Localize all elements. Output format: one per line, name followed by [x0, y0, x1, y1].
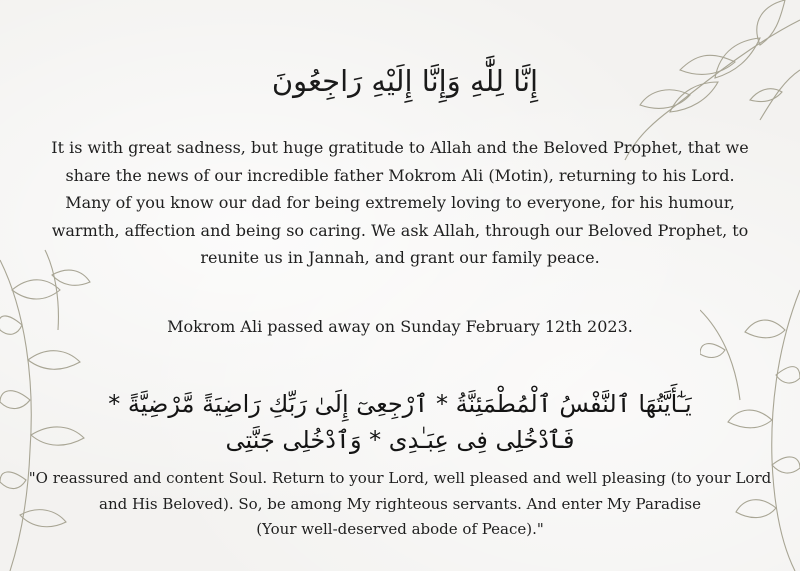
- message-line: Many of you know our dad for being extremely loving to everyone, for his humour,: [65, 193, 735, 212]
- passing-date-note: Mokrom Ali passed away on Sunday February 12th 2023.: [167, 317, 633, 336]
- message-line: warmth, affection and being so caring. We ask Allah, through our Beloved Prophet, to: [51, 220, 749, 240]
- quran-line: يَـٰٓأَيَّتُهَا ٱلنَّفْسُ ٱلْمُطْمَئِنَّةُ * ٱرْجِعِىٓ إِلَىٰ رَبِّكِ رَاضِيَةً مَّرْضِيَّةً *: [108, 390, 692, 418]
- announcement-message: [30, 134, 770, 272]
- verse-translation: [20, 466, 780, 543]
- message-line: It is with great sadness, but huge gratitude to Allah and the Beloved Prophet, that we: [51, 138, 749, 157]
- message-line: reunite us in Jannah, and grant our family peace.: [200, 248, 600, 267]
- calligraphy-inna-lillahi: إِنَّا لِلَّٰهِ وَإِنَّا إِلَيْهِ رَاجِعُونَ: [271, 64, 539, 98]
- translation-line: and His Beloved). So, be among My righteous servants. And enter My Paradise: [99, 494, 701, 513]
- translation-line: "O reassured and content Soul. Return to your Lord, well pleased and well pleasing (to your Lord: [28, 469, 772, 487]
- quran-verse-arabic: [40, 386, 760, 458]
- message-line: share the news of our incredible father Mokrom Ali (Motin), returning to his Lord.: [65, 165, 735, 185]
- translation-line: (Your well-deserved abode of Peace).": [256, 520, 544, 538]
- quran-line: فَٱدْخُلِى فِى عِبَـٰدِى * وَٱدْخُلِى جَنَّتِى: [225, 426, 575, 454]
